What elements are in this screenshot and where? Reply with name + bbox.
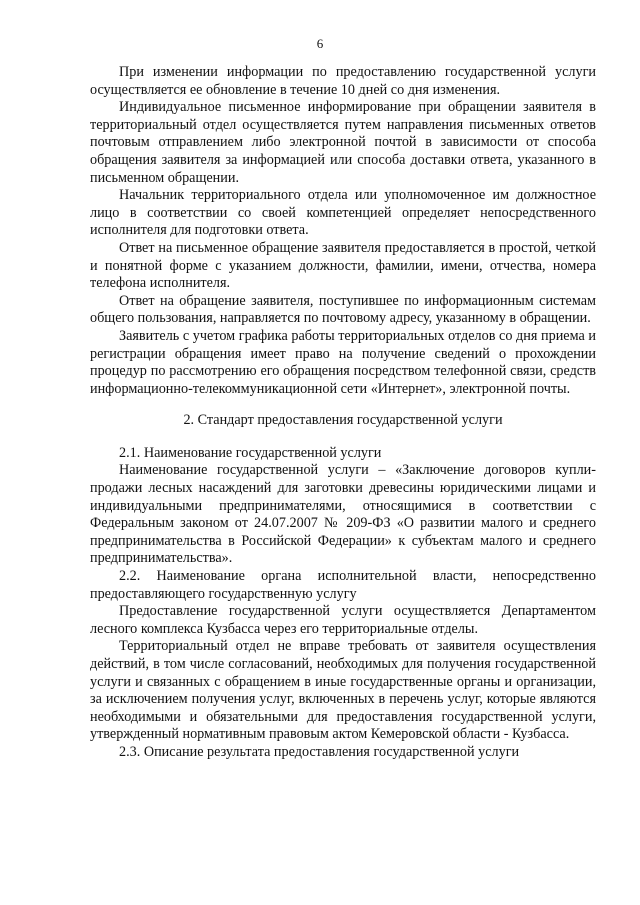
subsection-2-3-title: 2.3. Описание результата предоставления государственной услуги xyxy=(119,743,520,760)
paragraph-executor-assignment: Начальник территориального отдела или уполномоченное им должностное лицо в соответствии со своей компетенцией определяет непосредственного исполнителя для подготовки ответа. xyxy=(90,187,596,239)
paragraph-written-informing: Индивидуальное письменное информирование при обращении заявителя в территориальный отдел осуществляется путем направления письменных ответов почтовым отправлением либо электронной почтой в зависимости от способа обращения заявителя за информацией или способа доставки ответа, указанного в письменном обращении. xyxy=(90,99,596,186)
subsection-2-2-title: 2.2. Наименование органа исполнительной власти, непосредственно предоставляющего государственную услугу xyxy=(90,568,596,602)
paragraph-answer-delivery: Ответ на обращение заявителя, поступившее по информационным системам общего пользования, направляется по почтовому адресу, указанному в обращении. xyxy=(90,292,596,327)
paragraph-answer-form: Ответ на письменное обращение заявителя предоставляется в простой, четкой и понятной форме с указанием должности, фамилии, имени, отчества, номера телефона исполнителя. xyxy=(90,239,596,292)
document-body xyxy=(90,64,596,762)
paragraph-service-name: Наименование государственной услуги – «Заключение договоров купли-продажи лесных насаждений для заготовки древесины юридическими лицами и индивидуальными предпринимателями, относящимися в соответствии с Федеральным законом от 24.07.2007 № 209-ФЗ «О развитии малого и среднего предпринимательства в Российской Федерации» к субъектам малого и среднего предпринимательства». xyxy=(90,462,596,567)
paragraph-info-update: При изменении информации по предоставлению государственной услуги осуществляется ее обновление в течение 10 дней со дня изменения. xyxy=(90,64,596,98)
page-number: 6 xyxy=(316,36,324,51)
paragraph-provider: Предоставление государственной услуги осуществляется Департаментом лесного комплекса Кузбасса через его территориальные отделы. xyxy=(90,603,596,637)
section-heading: 2. Стандарт предоставления государственной услуги xyxy=(183,412,503,429)
paragraph-status-inquiry: Заявитель с учетом графика работы территориальных отделов со дня приема и регистрации обращения имеет право на получение сведений о прохождении процедур по рассмотрению его обращения посредством телефонной связи, средств информационно-телекоммуникационной сети «Интернет», электронной почты. xyxy=(90,327,596,397)
paragraph-restrictions: Территориальный отдел не вправе требовать от заявителя осуществления действий, в том числе согласований, необходимых для получения государственной услуги и связанных с обращением в иные государственные органы и организации, за исключением получения услуг, включенных в перечень услуг, которые являются необходимыми и обязательными для предоставления государственной услуги, утвержденный нормативным правовым актом Кемеровской области - Кузбасса. xyxy=(90,638,596,743)
subsection-2-1-title: 2.1. Наименование государственной услуги xyxy=(119,444,382,461)
